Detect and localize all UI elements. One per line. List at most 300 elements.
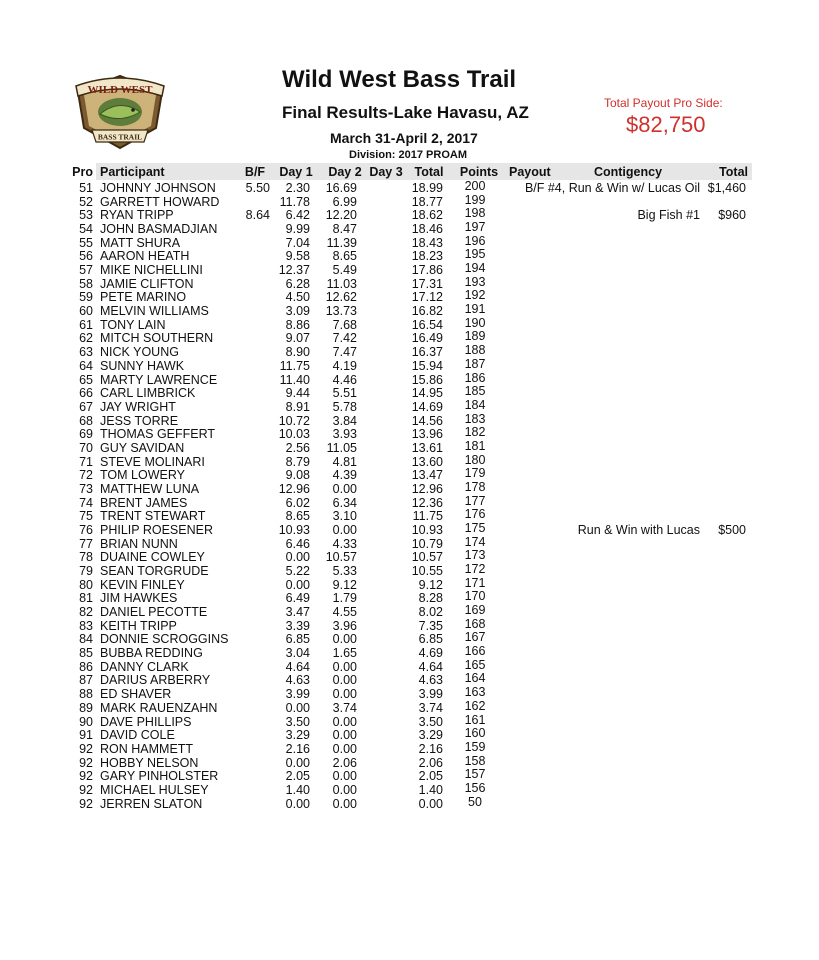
row-col-total: 18.77 (411, 194, 443, 209)
row-col-total: 8.28 (418, 591, 443, 606)
row-col-pro: 92 (79, 755, 93, 770)
row-col-day2: 0.00 (332, 687, 357, 702)
event-dates: March 31-April 2, 2017 (330, 130, 478, 146)
row-col-points: 160 (464, 726, 486, 741)
row-col-day1: 2.16 (285, 741, 310, 756)
row-col-points: 157 (464, 767, 486, 782)
row-col-total: 18.62 (411, 208, 443, 223)
row-col-points: 200 (464, 179, 486, 193)
row-col-pro: 92 (79, 741, 93, 756)
row-col-total: 8.02 (418, 605, 443, 620)
row-col-total: 10.55 (411, 564, 443, 579)
header-col-participant: Participant (100, 165, 165, 179)
row-col-day2: 0.00 (332, 728, 357, 743)
row-col-total: 12.36 (411, 495, 443, 510)
row-col-pro: 82 (79, 605, 93, 620)
row-col-total: 18.23 (411, 249, 443, 264)
row-col-points: 189 (464, 329, 486, 344)
row-col-day2: 4.46 (332, 372, 357, 387)
row-col-points: 177 (464, 493, 486, 508)
row-col-day1: 12.37 (278, 263, 310, 278)
row-col-total: 4.63 (418, 673, 443, 688)
row-col-points: 197 (464, 220, 486, 235)
row-col-day2: 6.99 (332, 194, 357, 209)
row-col-total: 10.93 (411, 523, 443, 537)
row-col-points: 170 (464, 589, 486, 604)
row-col-pro: 64 (79, 358, 93, 373)
row-col-pro: 66 (79, 386, 93, 401)
row-col-bf: 8.64 (245, 208, 270, 223)
row-col-pro: 78 (79, 550, 93, 565)
total-payout-label: Total Payout Pro Side: (604, 96, 723, 110)
row-col-pro: 76 (79, 523, 93, 537)
row-col-contigency: Big Fish #1 (637, 208, 700, 223)
row-col-points: 180 (464, 452, 486, 467)
row-col-day2: 12.20 (325, 208, 357, 223)
row-col-participant: BUBBA REDDING (100, 646, 203, 661)
row-col-participant: TOM LOWERY (100, 468, 185, 483)
row-col-points: 190 (464, 315, 486, 330)
row-col-day2: 13.73 (325, 304, 357, 319)
row-col-total: 11.75 (412, 509, 443, 524)
row-col-pro: 53 (79, 208, 93, 223)
row-col-pro: 51 (79, 181, 93, 195)
row-col-points: 195 (464, 247, 486, 262)
row-col-points: 174 (464, 534, 486, 549)
row-col-total: 15.94 (411, 358, 443, 373)
row-col-day2: 0.00 (332, 481, 357, 496)
row-col-day2: 4.33 (332, 536, 357, 551)
row-col-day2: 2.06 (332, 755, 357, 770)
row-col-participant: CARL LIMBRICK (100, 386, 196, 401)
row-col-grand-total: $500 (718, 523, 746, 537)
row-col-day1: 3.09 (285, 304, 310, 319)
row-col-total: 14.95 (411, 386, 443, 401)
row-col-day1: 10.03 (278, 427, 310, 442)
row-col-points: 198 (464, 206, 486, 221)
row-col-day1: 2.30 (285, 181, 310, 195)
row-col-points: 194 (464, 261, 486, 276)
row-col-day1: 4.64 (285, 659, 310, 674)
row-col-total: 17.86 (411, 263, 443, 278)
row-col-day1: 8.86 (285, 317, 310, 332)
row-col-total: 4.64 (418, 659, 443, 674)
row-col-day1: 9.58 (285, 249, 310, 264)
row-col-day1: 9.44 (285, 386, 310, 401)
row-col-participant: JIM HAWKES (100, 591, 178, 606)
row-col-day1: 2.56 (285, 440, 310, 455)
total-payout-amount: $82,750 (626, 112, 706, 137)
row-col-pro: 92 (79, 782, 93, 797)
row-col-points: 168 (464, 616, 486, 631)
row-col-participant: NICK YOUNG (100, 345, 179, 360)
row-col-participant: JAY WRIGHT (100, 399, 176, 414)
row-col-day1: 2.05 (285, 769, 310, 784)
row-col-points: 159 (464, 739, 486, 754)
row-col-total: 12.96 (411, 481, 443, 496)
row-col-participant: DAVID COLE (100, 728, 175, 743)
row-col-pro: 90 (79, 714, 93, 729)
row-col-pro: 89 (79, 700, 93, 715)
row-col-participant: JAMIE CLIFTON (100, 276, 194, 291)
row-col-participant: DUAINE COWLEY (100, 550, 205, 565)
row-col-pro: 60 (79, 304, 93, 319)
row-col-day1: 1.40 (285, 782, 310, 797)
row-col-day2: 0.00 (332, 673, 357, 688)
row-col-day1: 10.93 (278, 523, 310, 537)
row-col-points: 156 (464, 780, 486, 795)
row-col-participant: MIKE NICHELLINI (100, 263, 203, 278)
row-col-day1: 3.99 (285, 687, 310, 702)
row-col-pro: 62 (79, 331, 93, 346)
row-col-points: 161 (464, 712, 486, 727)
row-col-day1: 6.46 (285, 536, 310, 551)
row-col-day2: 7.68 (332, 317, 357, 332)
row-col-day1: 3.29 (285, 728, 310, 743)
row-col-pro: 70 (79, 440, 93, 455)
row-col-points: 188 (464, 343, 486, 358)
row-col-total: 7.35 (418, 618, 443, 633)
row-col-participant: JERREN SLATON (100, 796, 203, 811)
row-col-participant: DAVE PHILLIPS (100, 714, 192, 729)
row-col-pro: 84 (79, 632, 93, 647)
row-col-day2: 0.00 (332, 714, 357, 729)
row-col-total: 3.99 (418, 687, 443, 702)
row-col-day1: 11.75 (279, 358, 310, 373)
row-col-day1: 8.65 (285, 509, 310, 524)
row-col-day2: 0.00 (332, 782, 357, 797)
row-col-participant: MATTHEW LUNA (100, 481, 200, 496)
row-col-total: 16.54 (411, 317, 443, 332)
row-col-day2: 1.79 (332, 591, 357, 606)
row-col-points: 187 (464, 356, 486, 371)
row-col-total: 17.31 (411, 276, 443, 291)
row-col-points: 165 (464, 657, 486, 672)
row-col-day2: 11.05 (326, 440, 357, 455)
row-col-pro: 87 (79, 673, 93, 688)
row-col-day2: 5.49 (332, 263, 357, 278)
row-col-pro: 77 (79, 536, 93, 551)
row-col-points: 167 (464, 630, 486, 645)
row-col-participant: GARY PINHOLSTER (100, 769, 219, 784)
row-col-day1: 8.91 (285, 399, 310, 414)
row-col-day2: 3.10 (332, 509, 357, 524)
row-col-bf: 5.50 (245, 181, 270, 195)
row-col-points: 171 (464, 575, 486, 590)
row-col-points: 50 (468, 794, 482, 809)
row-col-total: 17.12 (411, 290, 443, 305)
row-col-participant: MICHAEL HULSEY (100, 782, 209, 797)
row-col-pro: 73 (79, 481, 93, 496)
row-col-total: 10.79 (411, 536, 443, 551)
row-col-points: 182 (464, 425, 486, 440)
row-col-day1: 6.42 (285, 208, 310, 223)
row-col-day2: 5.33 (332, 564, 357, 579)
row-col-total: 18.46 (411, 222, 443, 237)
row-col-points: 181 (464, 438, 486, 453)
row-col-pro: 79 (79, 564, 93, 579)
row-col-total: 15.86 (411, 372, 443, 387)
row-col-day1: 3.50 (285, 714, 310, 729)
row-col-total: 13.96 (411, 427, 443, 442)
row-col-day1: 6.02 (285, 495, 310, 510)
row-col-day2: 7.42 (332, 331, 357, 346)
row-col-participant: GARRETT HOWARD (100, 194, 220, 209)
header-col-grand-total: Total (719, 165, 748, 179)
row-col-day2: 3.93 (332, 427, 357, 442)
row-col-pro: 58 (79, 276, 93, 291)
row-col-day2: 4.19 (332, 358, 357, 373)
row-col-total: 4.69 (418, 646, 443, 661)
row-col-pro: 55 (79, 235, 93, 250)
row-col-day2: 5.51 (332, 386, 357, 401)
row-col-participant: MATT SHURA (100, 235, 181, 250)
row-col-day1: 4.50 (285, 290, 310, 305)
row-col-points: 179 (464, 466, 486, 481)
row-col-pro: 54 (79, 222, 93, 237)
row-col-pro: 63 (79, 345, 93, 360)
row-col-day1: 6.85 (285, 632, 310, 647)
row-col-day1: 8.79 (285, 454, 310, 469)
row-col-pro: 67 (79, 399, 93, 414)
header-col-payout: Payout (509, 165, 551, 179)
row-col-day2: 0.00 (332, 632, 357, 647)
row-col-participant: MARTY LAWRENCE (100, 372, 218, 387)
row-col-total: 10.57 (411, 550, 443, 565)
row-col-pro: 85 (79, 646, 93, 661)
row-col-pro: 74 (79, 495, 93, 510)
row-col-pro: 91 (79, 728, 93, 743)
header-col-day1: Day 1 (279, 165, 313, 179)
row-col-pro: 75 (79, 509, 93, 524)
row-col-day2: 4.81 (332, 454, 357, 469)
row-col-participant: MELVIN WILLIAMS (100, 304, 209, 319)
row-col-participant: GUY SAVIDAN (100, 440, 185, 455)
logo-bottom-text: BASS TRAIL (97, 132, 143, 142)
row-col-participant: BRENT JAMES (100, 495, 188, 510)
row-col-participant: SEAN TORGRUDE (100, 564, 209, 579)
row-col-day2: 8.47 (332, 222, 357, 237)
row-col-participant: KEITH TRIPP (100, 618, 177, 633)
row-col-pro: 57 (79, 263, 93, 278)
row-col-day1: 6.28 (285, 276, 310, 291)
row-col-day2: 9.12 (332, 577, 357, 592)
row-col-day1: 4.63 (285, 673, 310, 688)
row-col-day2: 4.55 (332, 605, 357, 620)
row-col-points: 162 (464, 698, 486, 713)
row-col-participant: STEVE MOLINARI (100, 454, 205, 469)
header-col-pro: Pro (72, 165, 93, 179)
row-col-day1: 5.22 (285, 564, 310, 579)
row-col-day1: 0.00 (285, 550, 310, 565)
row-col-pro: 86 (79, 659, 93, 674)
row-col-pro: 92 (79, 796, 93, 811)
row-col-total: 13.47 (411, 468, 443, 483)
row-col-day1: 0.00 (285, 700, 310, 715)
row-col-day2: 7.47 (332, 345, 357, 360)
row-col-points: 186 (464, 370, 486, 385)
row-col-pro: 88 (79, 687, 93, 702)
row-col-points: 175 (464, 521, 486, 535)
row-col-grand-total: $960 (718, 208, 746, 223)
logo-top-text: WILD WEST (87, 84, 153, 96)
division-label: Division: 2017 PROAM (349, 149, 467, 161)
row-col-day2: 0.00 (332, 741, 357, 756)
row-col-day1: 3.39 (285, 618, 310, 633)
row-col-participant: MARK RAUENZAHN (100, 700, 218, 715)
row-col-points: 169 (464, 603, 486, 618)
row-col-points: 193 (464, 274, 486, 289)
row-col-points: 173 (464, 548, 486, 563)
row-col-total: 16.82 (411, 304, 443, 319)
row-col-total: 16.49 (411, 331, 443, 346)
row-col-day1: 9.08 (285, 468, 310, 483)
row-col-day1: 6.49 (285, 591, 310, 606)
header-col-contigency: Contigency (593, 165, 663, 179)
row-col-day1: 0.00 (285, 577, 310, 592)
row-col-day1: 12.96 (278, 481, 310, 496)
row-col-pro: 52 (79, 194, 93, 209)
row-col-participant: ED SHAVER (100, 687, 172, 702)
row-col-pro: 56 (79, 249, 93, 264)
row-col-pro: 68 (79, 413, 93, 428)
row-col-participant: MITCH SOUTHERN (100, 331, 214, 346)
row-col-points: 196 (464, 233, 486, 248)
row-col-day2: 3.96 (332, 618, 357, 633)
row-col-pro: 71 (79, 454, 93, 469)
row-col-points: 191 (464, 302, 486, 317)
row-col-day1: 11.78 (279, 194, 310, 209)
row-col-pro: 80 (79, 577, 93, 592)
row-col-total: 14.69 (411, 399, 443, 414)
header-col-bf: B/F (244, 165, 266, 179)
row-col-day2: 16.69 (325, 181, 357, 195)
row-col-day2: 11.39 (326, 235, 357, 250)
row-col-participant: JESS TORRE (100, 413, 179, 428)
row-col-day2: 0.00 (332, 523, 357, 537)
row-col-day2: 8.65 (332, 249, 357, 264)
row-col-participant: JOHNNY JOHNSON (100, 181, 216, 195)
row-col-day2: 0.00 (332, 659, 357, 674)
row-col-day1: 0.00 (285, 796, 310, 811)
row-col-participant: RON HAMMETT (100, 741, 194, 756)
row-col-grand-total: $1,460 (707, 181, 746, 195)
row-col-total: 2.06 (418, 755, 443, 770)
header-col-total: Total (414, 165, 444, 179)
row-col-contigency: Run & Win with Lucas (577, 523, 700, 537)
row-col-day2: 3.74 (332, 700, 357, 715)
row-col-total: 2.05 (418, 769, 443, 784)
row-col-day2: 0.00 (332, 769, 357, 784)
row-col-day1: 8.90 (285, 345, 310, 360)
row-col-total: 13.60 (411, 454, 443, 469)
header-col-day3: Day 3 (369, 165, 403, 179)
row-col-day1: 9.07 (285, 331, 310, 346)
row-col-total: 1.40 (418, 782, 443, 797)
row-col-participant: DANIEL PECOTTE (100, 605, 208, 620)
row-col-day2: 12.62 (325, 290, 357, 305)
row-col-day1: 11.40 (279, 372, 310, 387)
row-col-total: 0.00 (418, 796, 443, 811)
row-col-total: 14.56 (411, 413, 443, 428)
header-col-points: Points (459, 165, 499, 179)
row-col-day1: 10.72 (278, 413, 310, 428)
page-title: Wild West Bass Trail (282, 66, 517, 93)
row-col-participant: AARON HEATH (100, 249, 190, 264)
row-col-pro: 61 (79, 317, 93, 332)
row-col-day2: 10.57 (325, 550, 357, 565)
row-col-points: 184 (464, 397, 486, 412)
row-col-pro: 81 (79, 591, 93, 606)
row-col-day2: 1.65 (332, 646, 357, 661)
row-col-total: 3.50 (418, 714, 443, 729)
page-subtitle: Final Results-Lake Havasu, AZ (282, 103, 529, 122)
row-col-points: 176 (464, 507, 486, 522)
row-col-participant: DANNY CLARK (100, 659, 189, 674)
row-col-points: 185 (464, 384, 486, 399)
row-col-day2: 6.34 (332, 495, 357, 510)
row-col-points: 199 (464, 192, 486, 207)
row-col-pro: 83 (79, 618, 93, 633)
row-col-day1: 3.04 (285, 646, 310, 661)
row-col-day1: 0.00 (285, 755, 310, 770)
row-col-points: 183 (464, 411, 486, 426)
row-col-participant: DONNIE SCROGGINS (100, 632, 229, 647)
row-col-contigency: B/F #4, Run & Win w/ Lucas Oil (524, 181, 700, 195)
row-col-participant: TRENT STEWART (100, 509, 206, 524)
row-col-total: 13.61 (411, 440, 443, 455)
row-col-total: 9.12 (418, 577, 443, 592)
row-col-day2: 0.00 (332, 796, 357, 811)
row-col-total: 3.74 (418, 700, 443, 715)
row-col-points: 178 (464, 479, 486, 494)
row-col-total: 16.37 (411, 345, 443, 360)
row-col-day1: 7.04 (285, 235, 310, 250)
row-col-pro: 72 (79, 468, 93, 483)
row-col-pro: 92 (79, 769, 93, 784)
row-col-participant: RYAN TRIPP (100, 208, 174, 223)
row-col-participant: JOHN BASMADJIAN (100, 222, 218, 237)
row-col-participant: TONY LAIN (100, 317, 166, 332)
row-col-participant: KEVIN FINLEY (100, 577, 185, 592)
row-col-total: 18.99 (411, 181, 443, 195)
row-col-total: 18.43 (411, 235, 443, 250)
row-col-points: 192 (464, 288, 486, 303)
row-col-pro: 65 (79, 372, 93, 387)
row-col-points: 164 (464, 671, 486, 686)
row-col-participant: DARIUS ARBERRY (100, 673, 211, 688)
row-col-day2: 5.78 (332, 399, 357, 414)
header-col-day2: Day 2 (328, 165, 362, 179)
row-col-day2: 3.84 (332, 413, 357, 428)
row-col-total: 3.29 (418, 728, 443, 743)
row-col-day2: 4.39 (332, 468, 357, 483)
row-col-pro: 69 (79, 427, 93, 442)
row-col-participant: BRIAN NUNN (100, 536, 178, 551)
row-col-points: 158 (464, 753, 486, 768)
row-col-day1: 9.99 (285, 222, 310, 237)
row-col-participant: THOMAS GEFFERT (100, 427, 216, 442)
row-col-participant: SUNNY HAWK (100, 358, 185, 373)
row-col-day1: 3.47 (285, 605, 310, 620)
row-col-total: 2.16 (418, 741, 443, 756)
row-col-day2: 11.03 (326, 276, 357, 291)
row-col-participant: HOBBY NELSON (100, 755, 199, 770)
row-col-participant: PHILIP ROESENER (100, 523, 214, 537)
row-col-points: 163 (464, 685, 486, 700)
row-col-pro: 59 (79, 290, 93, 305)
row-col-total: 6.85 (418, 632, 443, 647)
